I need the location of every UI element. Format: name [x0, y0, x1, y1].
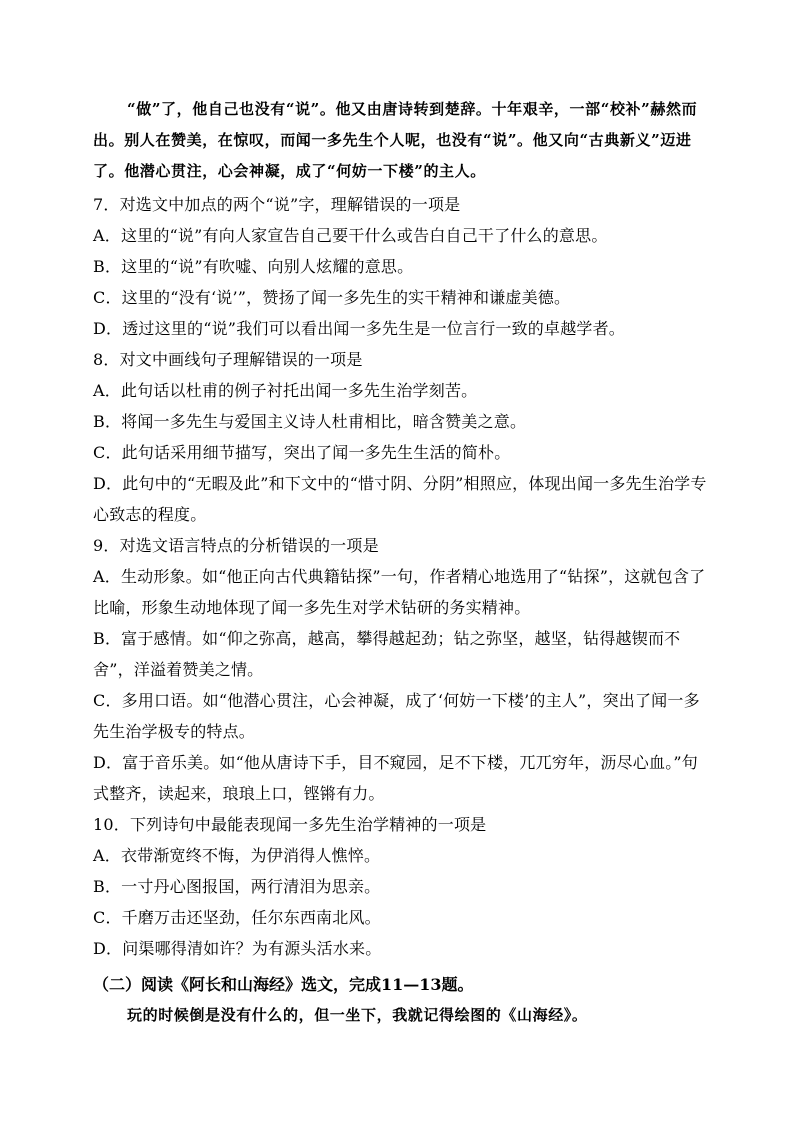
question-10 [93, 809, 710, 964]
option-b: B．这里的“说”有吹嘘、向别人炫耀的意思。 [93, 257, 414, 276]
question-stem: 7．对选文中加点的两个“说”字，理解错误的一项是 [93, 195, 461, 214]
option-d: D．此句中的“无暇及此”和下文中的“惜寸阴、分阴”相照应，体现出闻一多先生治学专心致志的程度。 [93, 474, 707, 524]
option-a: A．衣带渐宽终不悔，为伊消得人憔悴。 [93, 846, 381, 865]
option-d: D．透过这里的“说”我们可以看出闻一多先生是一位言行一致的卓越学者。 [93, 319, 625, 338]
question-9 [93, 530, 710, 809]
option-b: B．将闻一多先生与爱国主义诗人杜甫相比，暗含赞美之意。 [93, 412, 527, 431]
question-list [93, 189, 710, 964]
question-stem: 10．下列诗句中最能表现闻一多先生治学精神的一项是 [93, 815, 487, 834]
passage-paragraph: 玩的时候倒是没有什么的，但一坐下，我就记得绘图的《山海经》。 [127, 1006, 588, 1024]
question-stem: 8．对文中画线句子理解错误的一项是 [93, 350, 363, 369]
question-8 [93, 344, 710, 530]
section-heading: （二）阅读《阿长和山海经》选文，完成11—13题。 [93, 975, 474, 994]
option-a: A．生动形象。如“他正向古代典籍钻探”一句，作者精心地选用了“钻探”，这就包含了比喻，形象生动地体现了闻一多先生对学术钻研的务实精神。 [93, 567, 706, 617]
option-c: C．这里的“没有‘说’”，赞扬了闻一多先生的实干精神和谦虚美德。 [93, 288, 571, 307]
passage-excerpt-bottom [93, 1000, 703, 1031]
option-d: D．问渠哪得清如许？为有源头活水来。 [93, 939, 382, 958]
option-c: C．千磨万击还坚劲，任尔东西南北风。 [93, 908, 381, 927]
option-b: B．富于感情。如“仰之弥高，越高，攀得越起劲；钻之弥坚，越坚，钻得越锲而不舍”，洋溢着赞美之情。 [93, 629, 681, 679]
passage-paragraph: “做”了，他自己也没有“说”。他又由唐诗转到楚辞。十年艰辛，一部“校补”赫然而出。别人在赞美，在惊叹，而闻一多先生个人呢，也没有“说”。他又向“古典新义”迈进了。他潜心贯注，心会神凝，成了“何妨一下楼”的主人。 [93, 100, 698, 180]
option-c: C．此句话采用细节描写，突出了闻一多先生生活的简朴。 [93, 443, 511, 462]
option-d: D．富于音乐美。如“他从唐诗下手，目不窥园，足不下楼，兀兀穷年，沥尽心血。”句式整齐，读起来，琅琅上口，铿锵有力。 [93, 753, 698, 803]
question-7 [93, 189, 710, 344]
option-a: A．这里的“说”有向人家宣告自己要干什么或告白自己干了什么的意思。 [93, 226, 608, 245]
option-b: B．一寸丹心图报国，两行清泪为思亲。 [93, 877, 381, 896]
option-c: C．多用口语。如“他潜心贯注，心会神凝，成了‘何妨一下楼’的主人”，突出了闻一多先生治学极专的特点。 [93, 691, 700, 741]
option-a: A．此句话以杜甫的例子衬托出闻一多先生治学刻苦。 [93, 381, 478, 400]
passage-excerpt-top [93, 94, 703, 187]
question-stem: 9．对选文语言特点的分析错误的一项是 [93, 536, 379, 555]
